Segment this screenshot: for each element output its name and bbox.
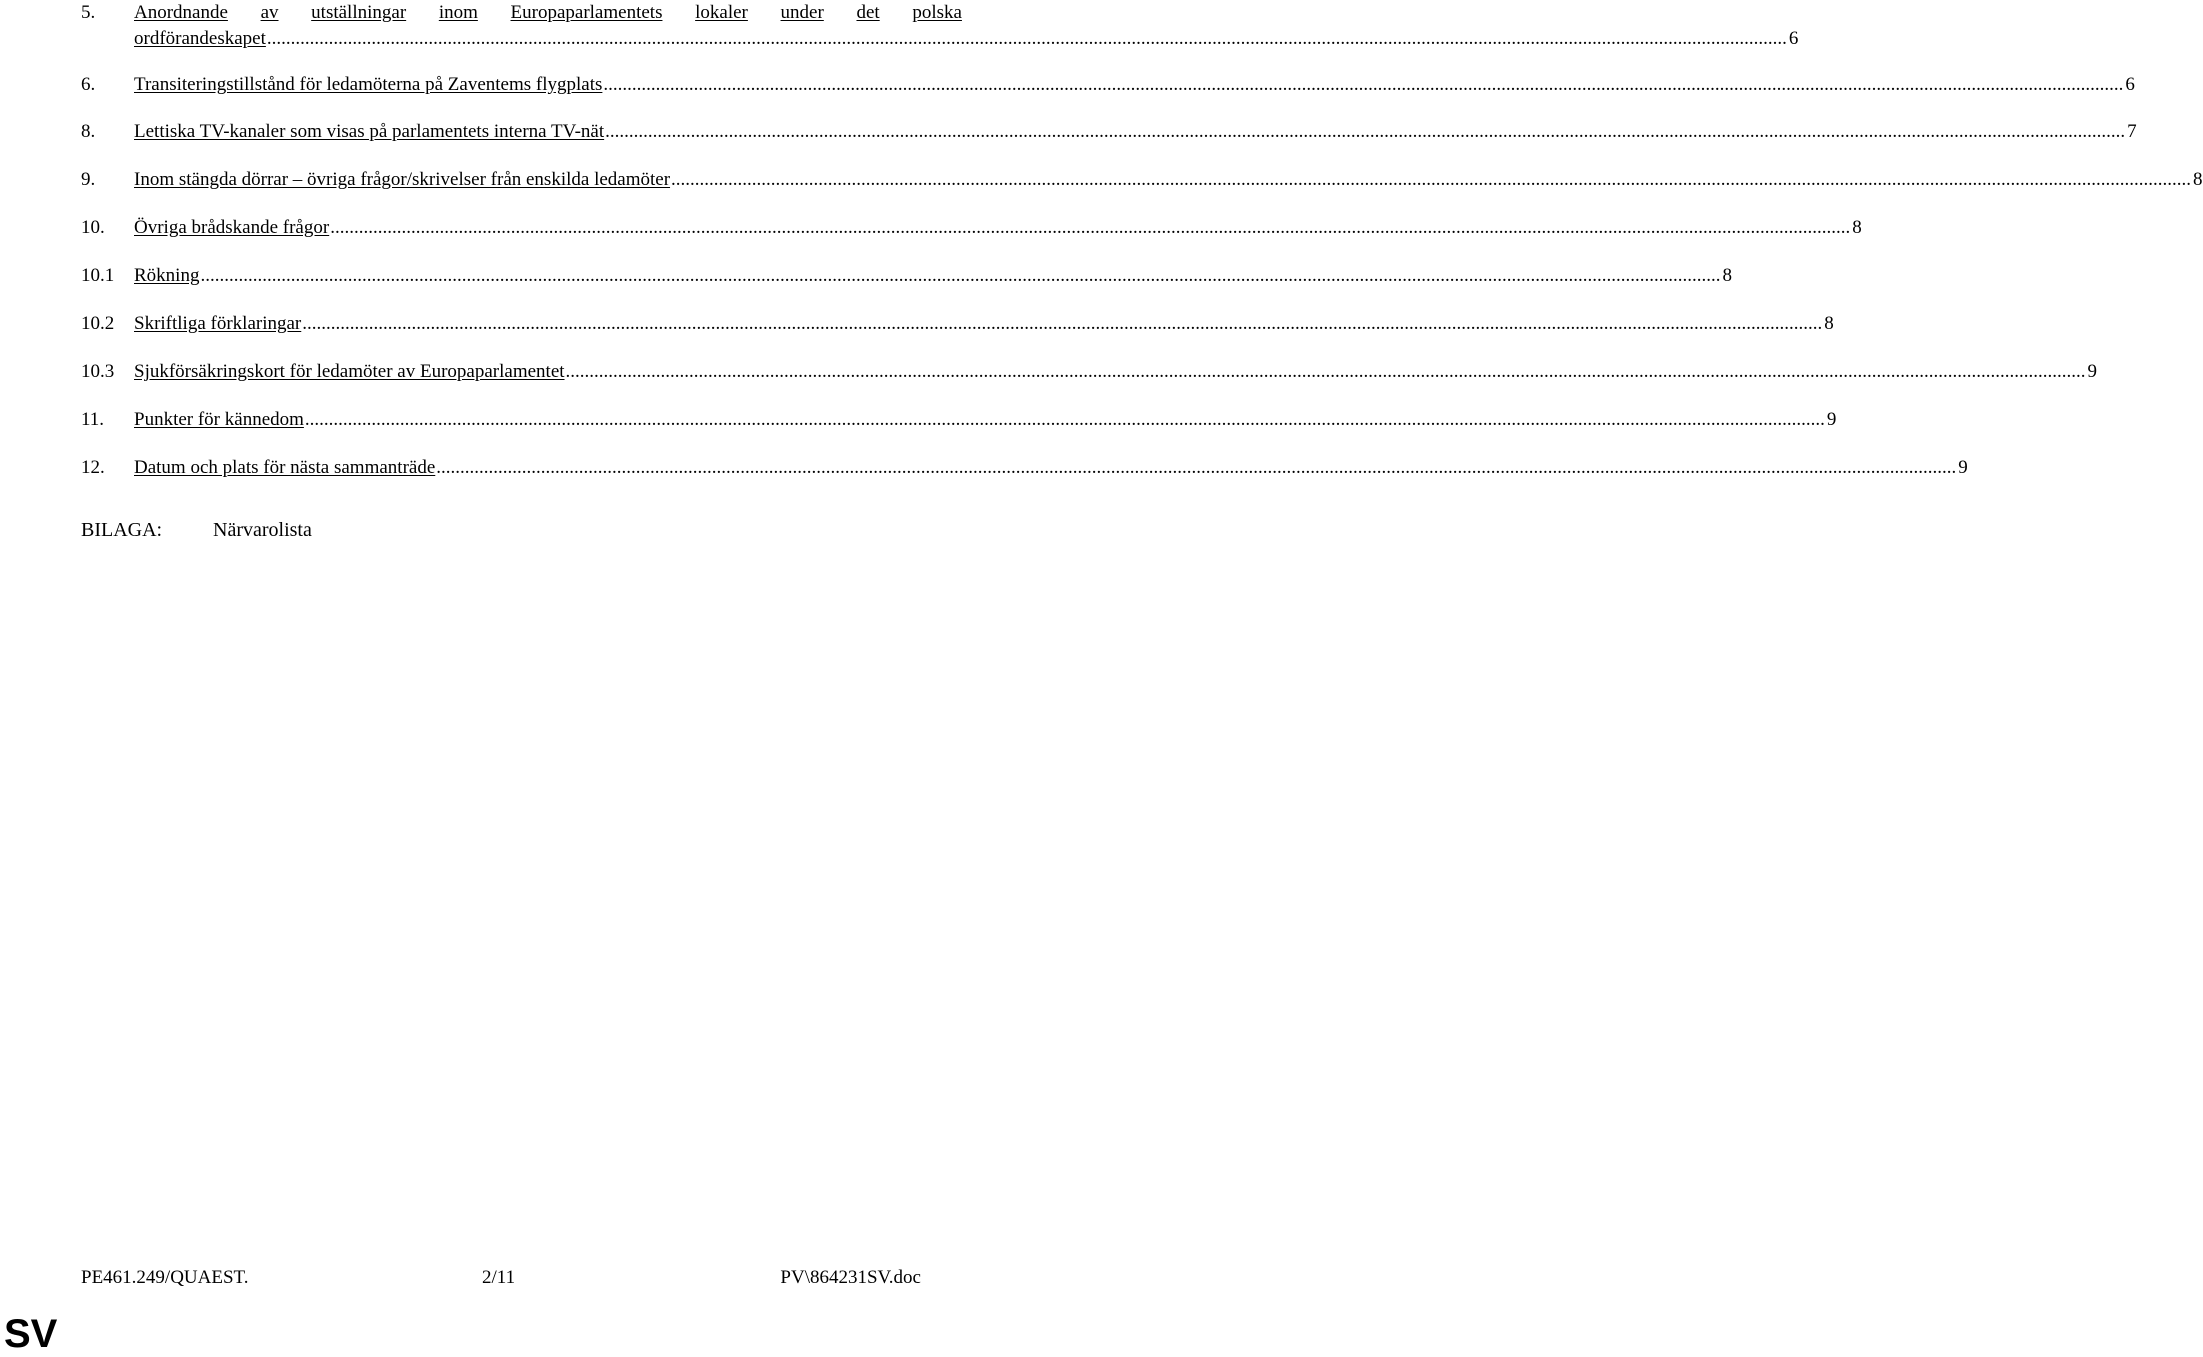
toc-entry-5[interactable]: [81, 0, 1799, 52]
dot-leader: [566, 359, 2086, 385]
toc-entry-8[interactable]: [81, 119, 2137, 145]
toc-word[interactable]: Anordnande: [134, 2, 228, 23]
dot-leader: [200, 263, 1720, 289]
toc-entry-page: 8: [1824, 313, 1834, 334]
footer-page-indicator: 2/11: [482, 1267, 516, 1288]
toc-entry-page: 8: [2193, 169, 2203, 190]
footer-filename: PV\864231SV.doc: [780, 1267, 921, 1288]
footer-reference: PE461.249/QUAEST.: [81, 1267, 249, 1288]
toc-entry-number: 9.: [81, 169, 96, 190]
toc-entry-10-2[interactable]: [81, 311, 1834, 337]
toc-word[interactable]: av: [260, 2, 279, 23]
toc-word[interactable]: lokaler: [695, 2, 748, 23]
toc-entry-title[interactable]: Datum och plats för nästa sammanträde: [134, 457, 436, 478]
toc-entry-page: 6: [1788, 28, 1799, 49]
toc-entry-title[interactable]: ordförandeskapet: [134, 28, 266, 49]
toc-entry-number: 11.: [81, 409, 105, 430]
dot-leader: [436, 455, 1956, 481]
toc-entry-page: 8: [1722, 265, 1732, 286]
toc-entry-title[interactable]: Skriftliga förklaringar: [134, 313, 302, 334]
toc-entry-12[interactable]: [81, 455, 1968, 481]
toc-entry-number: 10.1: [81, 265, 115, 286]
toc-entry-10[interactable]: [81, 215, 1862, 241]
toc-word[interactable]: utställningar: [311, 2, 407, 23]
toc-entry-title[interactable]: Inom stängda dörrar – övriga frågor/skrivelser från enskilda ledamöter: [134, 169, 671, 190]
toc-word[interactable]: under: [780, 2, 824, 23]
toc-entry-page: 9: [1826, 409, 1837, 430]
dot-leader: [267, 26, 1787, 52]
toc-entry-page: 9: [1958, 457, 1968, 478]
toc-entry-6[interactable]: [81, 72, 2135, 98]
toc-entry-page: 9: [2087, 361, 2098, 382]
language-code: SV: [4, 1312, 58, 1356]
toc-entry-title[interactable]: Sjukförsäkringskort för ledamöter av Europaparlamentet: [134, 361, 565, 382]
toc-entry-title[interactable]: Punkter för kännedom: [134, 409, 304, 430]
toc-entry-number: 10.3: [81, 361, 115, 382]
annex-label: BILAGA:: [81, 519, 163, 541]
toc-entry-page: 8: [1852, 217, 1862, 238]
toc-entry-number: 10.2: [81, 313, 115, 334]
toc-word[interactable]: Europaparlamentets: [510, 2, 663, 23]
toc-entry-page: 6: [2125, 74, 2135, 95]
toc-entry-number: 10.: [81, 217, 105, 238]
toc-entry-title-line1[interactable]: [134, 0, 962, 26]
dot-leader: [605, 119, 2125, 145]
toc-entry-title[interactable]: Transiteringstillstånd för ledamöterna på Zaventems flygplats: [134, 74, 603, 95]
toc-entry-11[interactable]: [81, 407, 1837, 433]
toc-entry-title[interactable]: Lettiska TV-kanaler som visas på parlamentets interna TV-nät: [134, 121, 605, 142]
annex-text: Närvarolista: [213, 519, 312, 541]
toc-word[interactable]: det: [856, 2, 880, 23]
toc-entry-number: 8.: [81, 121, 96, 142]
toc-entry-10-3[interactable]: [81, 359, 2098, 385]
toc-entry-page: 7: [2127, 121, 2137, 142]
toc-word[interactable]: inom: [438, 2, 478, 23]
toc-entry-10-1[interactable]: [81, 263, 1732, 289]
dot-leader: [603, 72, 2123, 98]
toc-word[interactable]: polska: [912, 2, 962, 23]
toc-entry-number: 6.: [81, 74, 96, 95]
dot-leader: [330, 215, 1850, 241]
dot-leader: [671, 167, 2191, 193]
toc-entry-number: 5.: [81, 2, 96, 23]
toc-entry-9[interactable]: [81, 167, 2203, 193]
toc-entry-title[interactable]: Övriga brådskande frågor: [134, 217, 330, 238]
dot-leader: [305, 407, 1825, 433]
toc-entry-number: 12.: [81, 457, 105, 478]
dot-leader: [302, 311, 1822, 337]
toc-entry-title[interactable]: Rökning: [134, 265, 200, 286]
